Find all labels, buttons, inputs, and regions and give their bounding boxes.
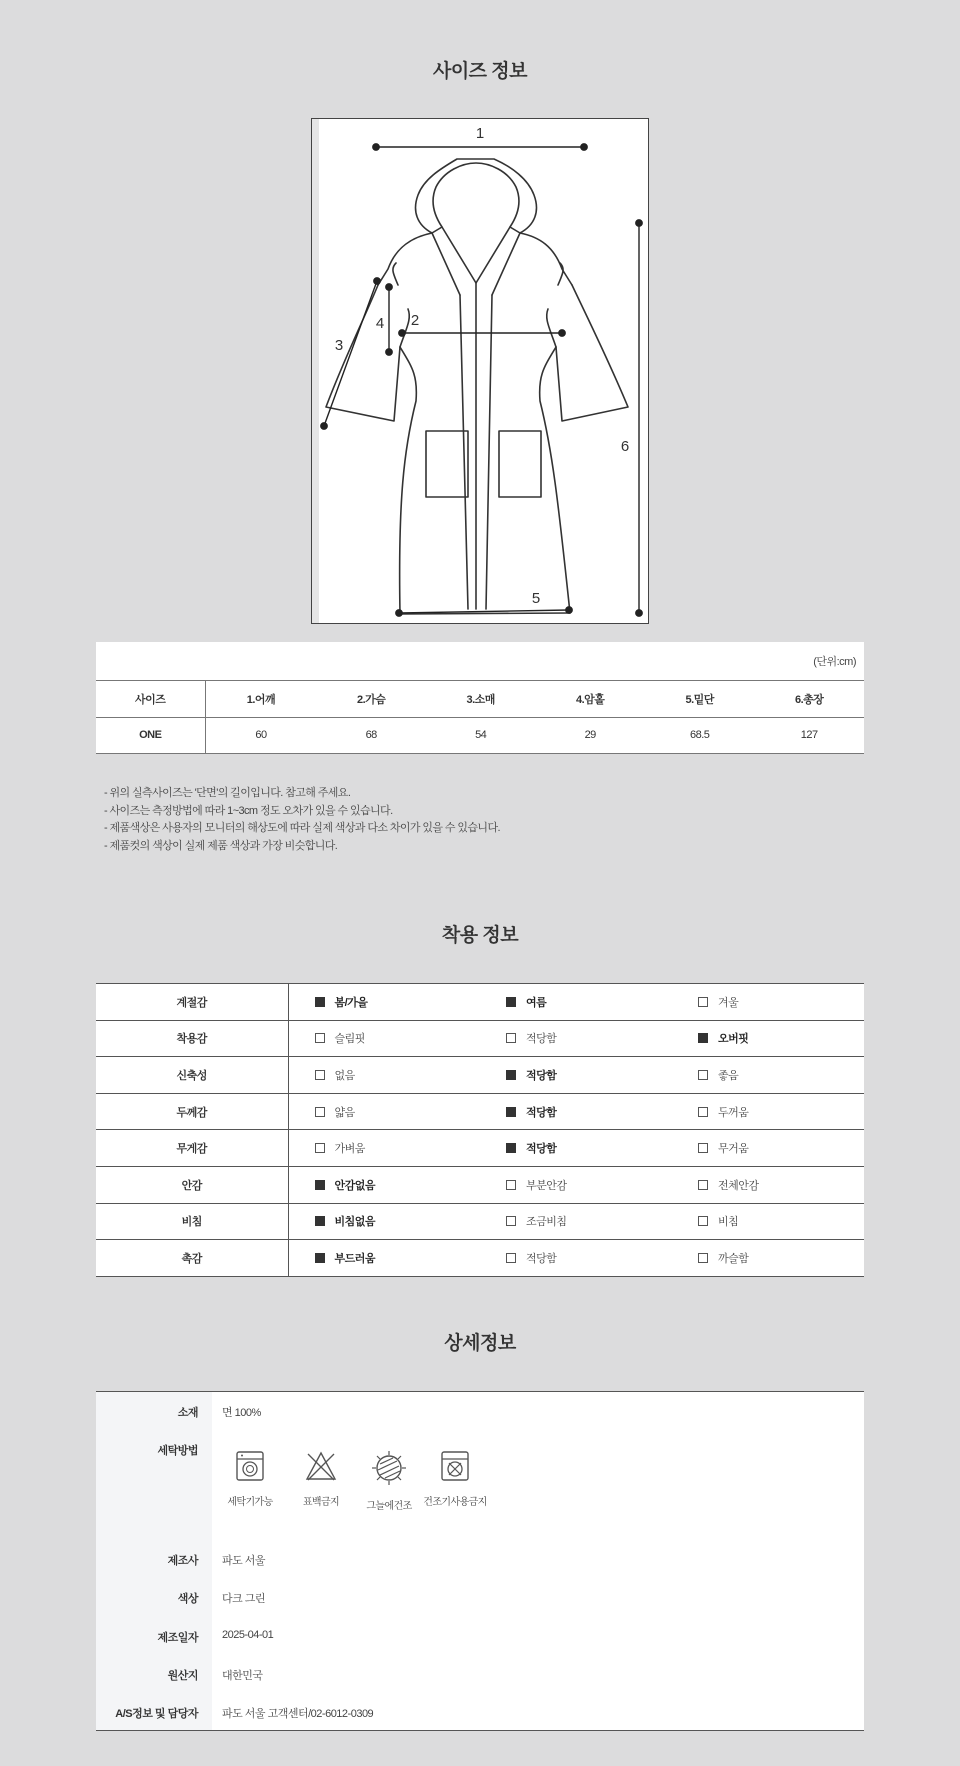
wear-option — [480, 1240, 672, 1277]
checked-box-icon — [315, 1180, 325, 1190]
wear-option-label: 여름 — [526, 996, 547, 1009]
wear-option-label: 안감없음 — [334, 1179, 376, 1192]
wear-row-label: 두께감 — [96, 1093, 288, 1130]
wear-option-label: 조금비침 — [526, 1216, 567, 1229]
wear-row — [96, 1240, 864, 1277]
wear-option — [288, 984, 480, 1021]
wear-row — [96, 1057, 864, 1094]
unchecked-box-icon — [506, 1180, 516, 1190]
wear-option-label: 비침없음 — [334, 1216, 376, 1229]
wear-row-label: 비침 — [96, 1203, 288, 1240]
wear-option-label: 적당함 — [526, 1252, 557, 1265]
wear-row-label: 안감 — [96, 1166, 288, 1203]
detail-info-title: 상세정보 — [444, 1333, 516, 1354]
wear-option-label: 없음 — [334, 1069, 355, 1082]
wash-caption: 세탁기가능 — [227, 1497, 273, 1508]
checked-box-icon — [506, 1143, 516, 1153]
wear-option-label: 부드러움 — [334, 1252, 376, 1265]
detail-label: 소재 — [177, 1407, 198, 1419]
checked-box-icon — [698, 1033, 708, 1043]
wear-option-label: 적당함 — [526, 1143, 557, 1156]
unchecked-box-icon — [506, 1033, 516, 1043]
wear-option — [672, 1240, 864, 1277]
detail-value: 면 100% — [222, 1407, 261, 1419]
unchecked-box-icon — [698, 1180, 708, 1190]
unchecked-box-icon — [698, 1216, 708, 1226]
size-table — [96, 642, 864, 754]
wear-option — [672, 1130, 864, 1167]
note-line: - 제품컷의 색상이 실제 제품 색상과 가장 비슷합니다. — [104, 839, 338, 852]
diagram-label-5: 5 — [531, 590, 541, 607]
wear-option — [672, 1093, 864, 1130]
wear-option-label: 두꺼움 — [718, 1106, 749, 1119]
unchecked-box-icon — [698, 1253, 708, 1263]
wear-option-label: 가벼움 — [334, 1143, 365, 1156]
wear-row — [96, 984, 864, 1021]
wash-icons — [222, 1450, 522, 1520]
detail-value: 대한민국 — [222, 1670, 263, 1682]
wear-option-label: 겨울 — [718, 996, 739, 1009]
size-notes — [104, 785, 500, 855]
wear-option — [480, 984, 672, 1021]
wear-row-label: 착용감 — [96, 1020, 288, 1057]
wear-option-label: 비침 — [718, 1216, 739, 1229]
detail-label: 제조일자 — [157, 1632, 198, 1644]
size-info-title: 사이즈 정보 — [432, 61, 528, 82]
size-value-cell: ONE — [96, 717, 205, 753]
size-value-cell: 29 — [535, 717, 645, 753]
shade-dry-icon — [371, 1450, 407, 1486]
size-value-cell: 68.5 — [645, 717, 755, 753]
wear-row — [96, 1020, 864, 1057]
unchecked-box-icon — [506, 1216, 516, 1226]
unchecked-box-icon — [315, 1070, 325, 1080]
wear-row-label: 무게감 — [96, 1130, 288, 1167]
size-header-cell: 2.가슴 — [316, 681, 426, 717]
wash-item — [286, 1450, 356, 1508]
wear-option — [672, 984, 864, 1021]
diagram-label-2: 2 — [410, 312, 420, 329]
size-diagram — [311, 118, 649, 624]
size-header-cell: 1.어깨 — [205, 681, 316, 717]
wear-option — [288, 1166, 480, 1203]
checked-box-icon — [315, 1216, 325, 1226]
wear-option — [672, 1020, 864, 1057]
wear-option — [480, 1057, 672, 1094]
no-bleach-icon — [304, 1450, 338, 1482]
detail-label: 제조사 — [167, 1555, 198, 1567]
wash-item — [215, 1450, 285, 1508]
washing-machine-icon — [235, 1450, 265, 1482]
wear-row — [96, 1166, 864, 1203]
wear-option-label: 봄/가을 — [334, 996, 368, 1009]
checked-box-icon — [315, 1253, 325, 1263]
size-header-cell: 5.밑단 — [645, 681, 755, 717]
wear-option — [288, 1093, 480, 1130]
no-tumble-dry-icon — [440, 1450, 470, 1482]
detail-value: 2025-04-01 — [222, 1629, 274, 1641]
unchecked-box-icon — [698, 1070, 708, 1080]
detail-value: 파도 서울 — [222, 1555, 266, 1567]
note-line: - 제품색상은 사용자의 모니터의 해상도에 따라 실제 색상과 다소 차이가 있을 수 있습니다. — [104, 822, 500, 834]
wear-option — [288, 1240, 480, 1277]
note-line: - 위의 실측사이즈는 '단면'의 길이입니다. 참고해 주세요. — [104, 787, 351, 799]
size-value-row — [96, 717, 864, 753]
wear-option-label: 슬림핏 — [334, 1033, 365, 1046]
wear-info-table — [96, 983, 864, 1277]
detail-label: 세탁방법 — [157, 1445, 198, 1457]
wear-option — [480, 1203, 672, 1240]
wear-row — [96, 1130, 864, 1167]
wear-option — [672, 1057, 864, 1094]
wear-option-label: 무거움 — [718, 1143, 749, 1156]
size-header-cell: 6.총장 — [754, 681, 864, 717]
diagram-label-6: 6 — [620, 438, 630, 455]
size-header-cell: 4.암홀 — [535, 681, 645, 717]
detail-label: 원산지 — [167, 1670, 198, 1682]
wear-option — [672, 1166, 864, 1203]
unit-label: (단위:cm) — [96, 642, 864, 681]
unchecked-box-icon — [698, 997, 708, 1007]
size-value-cell: 68 — [316, 717, 426, 753]
unchecked-box-icon — [315, 1033, 325, 1043]
unchecked-box-icon — [698, 1143, 708, 1153]
detail-label: 색상 — [177, 1593, 198, 1605]
wear-option-label: 오버핏 — [718, 1033, 749, 1046]
wear-option — [480, 1020, 672, 1057]
unchecked-box-icon — [315, 1143, 325, 1153]
wear-option — [672, 1203, 864, 1240]
checked-box-icon — [506, 1107, 516, 1117]
diagram-label-3: 3 — [334, 337, 344, 354]
wear-option-label: 전체안감 — [718, 1179, 759, 1192]
wear-row-label: 촉감 — [96, 1240, 288, 1277]
wear-row — [96, 1203, 864, 1240]
wear-row — [96, 1093, 864, 1130]
note-line: - 사이즈는 측정방법에 따라 1~3cm 정도 오차가 있을 수 있습니다. — [104, 804, 393, 817]
wash-item — [354, 1450, 424, 1512]
wear-row-label: 신축성 — [96, 1057, 288, 1094]
wear-option — [288, 1203, 480, 1240]
detail-label: A/S정보 및 담당자 — [115, 1708, 198, 1720]
wear-option-label: 까슬함 — [718, 1252, 749, 1265]
wear-option-label: 좋음 — [718, 1069, 739, 1082]
unchecked-box-icon — [506, 1253, 516, 1263]
size-header-row — [96, 681, 864, 717]
wear-info-title: 착용 정보 — [441, 925, 519, 946]
size-header-cell: 3.소매 — [426, 681, 536, 717]
checked-box-icon — [506, 1070, 516, 1080]
wash-caption: 그늘에건조 — [366, 1501, 412, 1512]
wear-option — [288, 1130, 480, 1167]
detail-info-table — [96, 1391, 864, 1731]
wear-option — [480, 1130, 672, 1167]
wear-option — [288, 1057, 480, 1094]
checked-box-icon — [315, 997, 325, 1007]
detail-value: 파도 서울 고객센터/02-6012-0309 — [222, 1708, 374, 1720]
wear-row-label: 계절감 — [96, 984, 288, 1021]
wear-option-label: 적당함 — [526, 1106, 557, 1119]
size-value-cell: 127 — [754, 717, 864, 753]
wear-option-label: 얇음 — [334, 1106, 355, 1119]
detail-value: 다크 그린 — [222, 1593, 266, 1605]
wear-option — [480, 1093, 672, 1130]
wear-option-label: 적당함 — [526, 1069, 557, 1082]
wash-item — [420, 1450, 490, 1508]
size-value-cell: 54 — [426, 717, 536, 753]
wear-option — [288, 1020, 480, 1057]
wear-option — [480, 1166, 672, 1203]
unchecked-box-icon — [315, 1107, 325, 1117]
wash-caption: 표백금지 — [302, 1497, 340, 1508]
diagram-label-4: 4 — [375, 315, 385, 332]
size-header-cell: 사이즈 — [96, 681, 205, 717]
size-value-cell: 60 — [205, 717, 316, 753]
wash-caption: 건조기사용금지 — [423, 1497, 487, 1508]
diagram-label-1: 1 — [475, 125, 485, 142]
wear-option-label: 적당함 — [526, 1033, 557, 1046]
checked-box-icon — [506, 997, 516, 1007]
wear-option-label: 부분안감 — [526, 1179, 567, 1192]
unchecked-box-icon — [698, 1107, 708, 1117]
